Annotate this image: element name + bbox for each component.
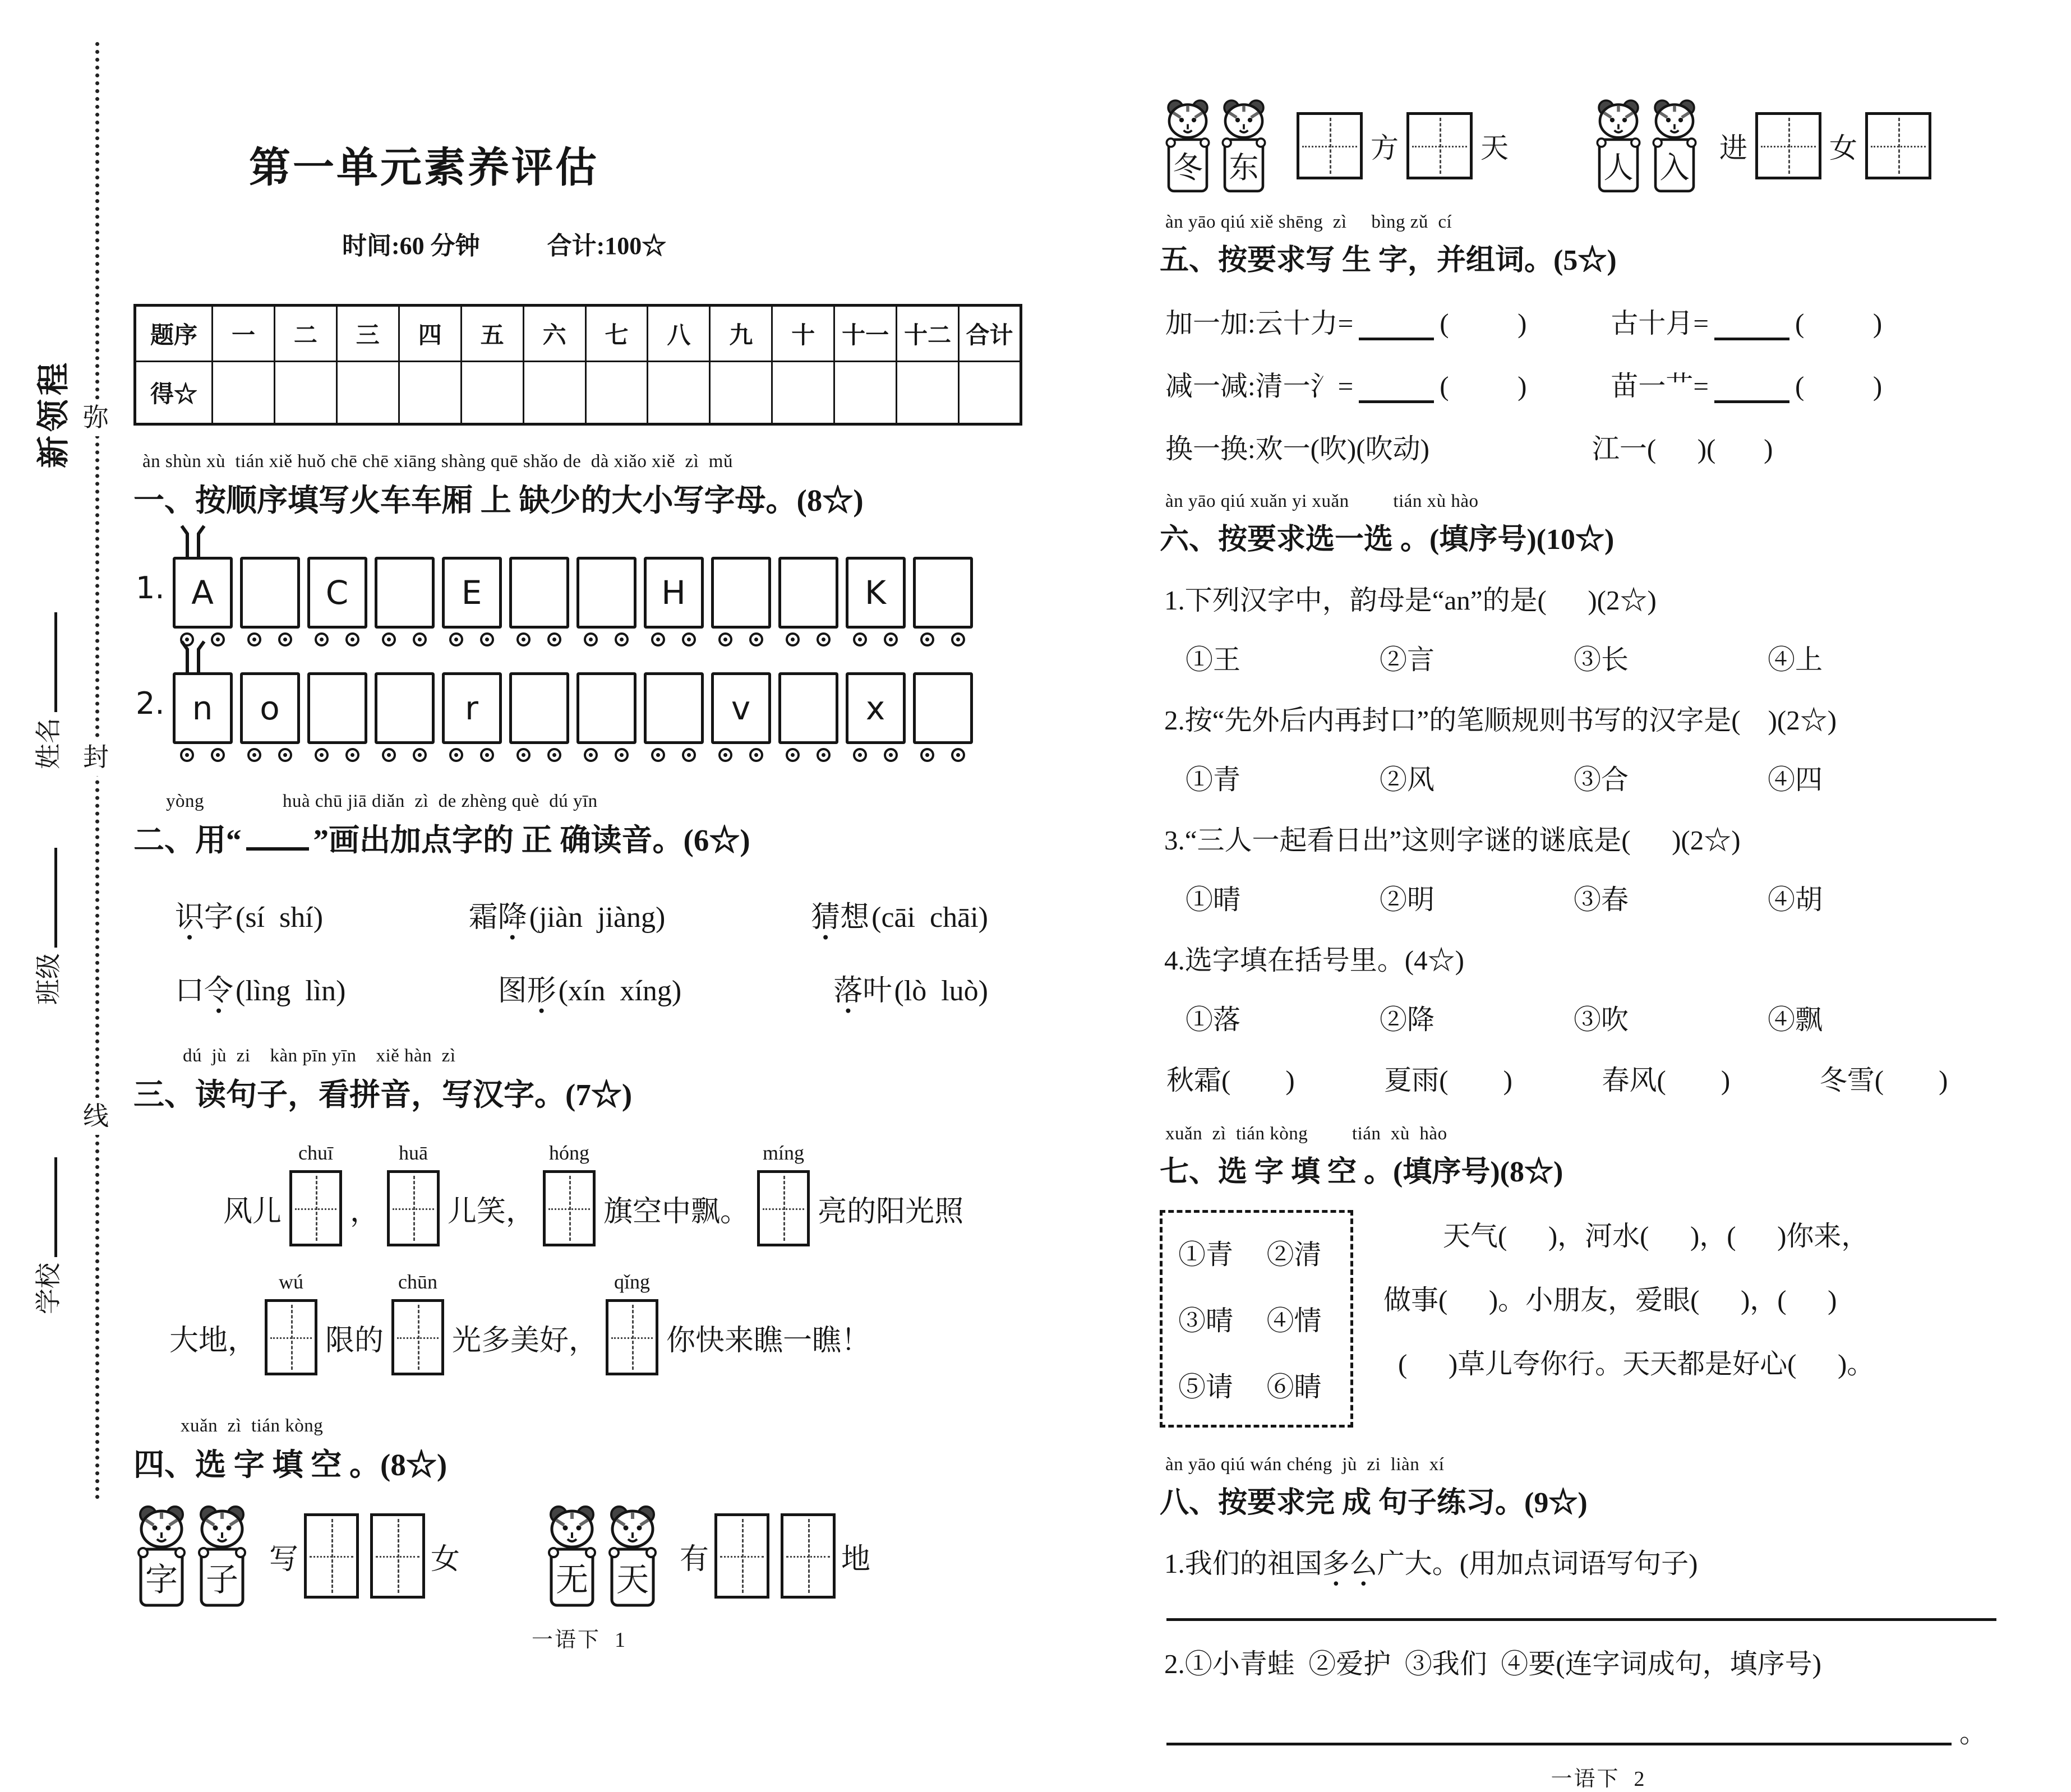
fill-text: 有 [680, 1543, 709, 1576]
pronunciation-row-2 [175, 967, 988, 1009]
option: ③合 [1574, 764, 1629, 795]
option: ①晴 [1186, 884, 1241, 915]
formula-text: 苗一艹= [1611, 371, 1709, 401]
tiger-mascot-icon [194, 1501, 250, 1611]
seal-char-mi: 弥 [77, 399, 114, 436]
pinyin-hint: huā [399, 1142, 428, 1164]
train-car [173, 672, 233, 762]
sec2-pinyin: yòng huà chū jiā diǎn zì de zhèng què dú yīn [166, 791, 598, 811]
formula-text: 古十月= [1611, 308, 1709, 339]
letter-cell [913, 672, 973, 744]
pinyin-hint: qǐng [614, 1271, 651, 1293]
score-header-row [135, 306, 1021, 362]
option: ④四 [1768, 764, 1823, 795]
score-empty-cell [710, 362, 772, 424]
score-empty-cell [399, 362, 461, 424]
train-car [576, 672, 636, 762]
sec8-pinyin: àn yāo qiú wán chéng jù zi liàn xí [1165, 1454, 1445, 1475]
page-footer: 一语下 2 [1551, 1767, 1646, 1791]
letter-train-1 [136, 557, 1025, 646]
letter-cell: H [644, 557, 704, 629]
sec4-heading: 四、选 字 填 空 。(8☆) [133, 1448, 448, 1482]
sec6-pinyin: àn yāo qiú xuǎn yi xuǎn tián xù hào [1165, 491, 1479, 511]
sec7-heading: 七、选 字 填 空 。(填序号)(8☆) [1160, 1156, 1563, 1188]
score-value-row [135, 362, 1021, 424]
score-header-cell: 四 [399, 306, 461, 362]
character-option-box [1160, 1210, 1353, 1428]
train-car [711, 557, 771, 646]
letter-cell [576, 557, 636, 629]
option: ②明 [1380, 884, 1435, 915]
word-char: 霜 [468, 902, 498, 934]
sentence-task-1 [1164, 1542, 2037, 1581]
score-header-cell: 三 [336, 306, 399, 362]
character-grid-box [289, 1170, 342, 1246]
tiger-mascot-icon [605, 1501, 661, 1611]
sentence-text: 风儿 [223, 1195, 282, 1228]
option: ③春 [1574, 884, 1629, 915]
dotted-char: 么 ● [1350, 1542, 1377, 1581]
question-1: 1.下列汉字中，韵母是“an”的是( )(2☆) [1164, 585, 1657, 616]
sec7-body [1160, 1210, 2037, 1428]
train-car [778, 557, 838, 646]
pinyin-writing-box [543, 1142, 596, 1246]
option: ②降 [1380, 1004, 1435, 1035]
word-char: 想 [840, 902, 870, 934]
dotted-char: 令 ● [204, 967, 233, 1009]
score-empty-cell [336, 362, 399, 424]
train-car [442, 557, 502, 646]
tiger-sign-char: 天 [616, 1562, 649, 1598]
page-footer: 一语下 1 [531, 1628, 627, 1652]
option: ③长 [1574, 644, 1629, 675]
sentence-text: 你快来瞧一瞧！ [666, 1324, 871, 1357]
letter-cell: C [307, 557, 367, 629]
pinyin-hint: chuī [298, 1142, 334, 1164]
answer-blank [1714, 381, 1789, 403]
pinyin-hint: chūn [398, 1271, 438, 1293]
score-empty-cell [648, 362, 710, 424]
sentence-text: 广大。(用加点词语写句子) [1377, 1548, 1698, 1579]
tiger-mascot-icon [1162, 95, 1214, 196]
fill-word: 夏雨( ) [1384, 1065, 1512, 1096]
sentence-text: ， [350, 1195, 380, 1228]
sec2-heading-pre: 二、用“ [133, 823, 242, 857]
letter-cell [576, 672, 636, 744]
reading-options: (xín xíng) [558, 975, 682, 1007]
student-name-field [35, 612, 63, 769]
tiger-mascot-icon [544, 1501, 600, 1611]
fill-word: 春风( ) [1602, 1065, 1731, 1096]
question-3: 3.“三人一起看日出”这则字谜的谜底是( )(2☆) [1164, 825, 1741, 856]
score-header-cell: 合计 [959, 306, 1021, 362]
option: ①王 [1186, 644, 1241, 675]
tiger-sign-char: 冬 [1173, 151, 1203, 184]
paren-blank: ( ) [1795, 308, 1883, 339]
pinyin-hint: hóng [549, 1142, 590, 1164]
pinyin-writing-box [265, 1271, 317, 1375]
character-grid-box [606, 1299, 658, 1375]
sec2-heading [133, 815, 1025, 860]
character-grid-box [1865, 112, 1931, 179]
tiger-mascot-icon [133, 1501, 190, 1611]
score-header-cell: 五 [461, 306, 523, 362]
dotted-char: 落 ● [833, 967, 862, 1009]
train-car [644, 557, 704, 646]
dotted-char: 形 ● [527, 967, 556, 1009]
letter-cell: x [846, 672, 906, 744]
score-header-cell: 九 [710, 306, 772, 362]
letter-cell [509, 672, 569, 744]
train-car [913, 672, 973, 762]
letter-cell [778, 557, 838, 629]
exam-total: 合计:100☆ [547, 232, 667, 260]
pinyin-writing-box [757, 1142, 810, 1246]
train-car [576, 557, 636, 646]
sec7-pinyin: xuǎn zì tián kòng tián xù hào [1165, 1124, 1447, 1144]
option: ②清 [1266, 1239, 1322, 1270]
sentence-fill-line-1 [223, 1142, 1025, 1246]
character-grid-box [304, 1513, 359, 1599]
character-grid-box [265, 1299, 317, 1375]
add-stroke-row [1165, 302, 2037, 341]
letter-cell: A [173, 557, 233, 629]
score-header-cell: 六 [523, 306, 585, 362]
score-empty-cell [274, 362, 336, 424]
tiger-sign-char: 无 [556, 1562, 589, 1598]
class-blank-line [51, 848, 57, 948]
tiger-choice-row [133, 1501, 1025, 1611]
school-label: 学校 [34, 1263, 63, 1314]
character-grid-box [1755, 112, 1821, 179]
class-label: 班级 [34, 953, 63, 1005]
train-chimney-icon [179, 525, 206, 557]
character-grid-box [714, 1513, 769, 1599]
option: ④情 [1266, 1305, 1322, 1336]
reading-options: (sí shí) [236, 902, 324, 934]
paren-blank: ( ) [1440, 371, 1527, 401]
reading-options: (jiàn jiàng) [529, 902, 666, 934]
tiger-mascot-icon [1649, 95, 1700, 196]
dotted-char: 识 ● [175, 893, 204, 935]
word-char: 叶 [862, 975, 892, 1007]
train-car [509, 672, 569, 762]
option: ④上 [1768, 644, 1823, 675]
train-car [711, 672, 771, 762]
question-4: 4.选字填在括号里。(4☆) [1164, 945, 1464, 976]
fill-text: 女 [431, 1543, 460, 1576]
answer-blank [1359, 381, 1434, 403]
train-car [173, 557, 233, 646]
option: ④胡 [1768, 884, 1823, 915]
pinyin-hint: míng [763, 1142, 805, 1164]
score-empty-cell [959, 362, 1021, 424]
school-blank-line [51, 1157, 57, 1257]
letter-cell [375, 557, 435, 629]
fill-text: 方 [1371, 132, 1399, 164]
tiger-pair [1162, 95, 1270, 196]
remove-stroke-row [1165, 364, 2037, 404]
train-car [375, 557, 435, 646]
score-header-cell: 八 [648, 306, 710, 362]
page-2 [1160, 93, 2037, 1792]
wheel-icon [211, 632, 225, 646]
question-1-options [1186, 638, 2037, 677]
score-empty-cell [834, 362, 897, 424]
fill-line: 做事( )。小朋友，爱眼( )，( ) [1383, 1285, 1837, 1315]
option: ②风 [1380, 764, 1435, 795]
formula-text: 江一( )( ) [1592, 433, 1773, 464]
sec3-heading: 三、读句子，看拼音，写汉字。(7☆) [133, 1078, 633, 1112]
train-cars [173, 557, 973, 646]
seal-char-xian: 线 [77, 1098, 114, 1135]
letter-cell: v [711, 672, 771, 744]
paren-blank: ( ) [1440, 308, 1527, 339]
sentence-task-2: 2.①小青蛙 ②爱护 ③我们 ④要(连字词成句，填序号) [1164, 1648, 1821, 1679]
tiger-choice-row [1162, 95, 2037, 196]
letter-cell [711, 557, 771, 629]
question-3-options [1186, 878, 2037, 917]
letter-cell [778, 672, 838, 744]
option: ②言 [1380, 644, 1435, 675]
sec6-heading: 六、按要求选一选 。(填序号)(10☆) [1160, 524, 1615, 556]
character-grid-box [370, 1513, 425, 1599]
sentence-text: 1.我们的祖国 [1164, 1548, 1322, 1579]
score-header-cell: 十一 [834, 306, 897, 362]
tiger-sign-char: 子 [205, 1562, 239, 1598]
page-1 [133, 128, 1025, 1653]
letter-cell: E [442, 557, 502, 629]
letter-cell [913, 557, 973, 629]
publisher-logo: 新领程 [35, 358, 72, 468]
paren-blank: ( ) [1795, 371, 1883, 401]
answer-line-wrap [1160, 1717, 2037, 1748]
letter-cell [240, 557, 300, 629]
option: ⑥睛 [1266, 1371, 1322, 1402]
pinyin-writing-box [391, 1271, 444, 1375]
dotted-char: 多 ● [1322, 1542, 1350, 1581]
score-empty-cell [897, 362, 959, 424]
formula-text: 加一加:云十力= [1165, 308, 1354, 339]
seal-char-feng: 封 [77, 739, 114, 776]
option: ⑤请 [1178, 1371, 1234, 1402]
word-item [175, 967, 345, 1009]
question-4-fill-words [1166, 1059, 2037, 1098]
answer-blank [1714, 318, 1789, 340]
character-grid-box [1297, 112, 1363, 179]
student-name-label: 姓名 [34, 718, 63, 769]
fill-text: 女 [1829, 132, 1857, 164]
sec7-fill-lines [1383, 1210, 2037, 1382]
tiger-pair [544, 1501, 661, 1611]
letter-cell: n [173, 672, 233, 744]
train-car [307, 672, 367, 762]
letter-cell: r [442, 672, 502, 744]
fill-word: 冬雪( ) [1819, 1065, 1948, 1096]
tiger-mascot-icon [1593, 95, 1644, 196]
sentence-text: 限的 [325, 1324, 384, 1357]
pronunciation-row-1 [175, 893, 988, 935]
reading-options: (lò luò) [894, 975, 988, 1007]
score-empty-cell [585, 362, 648, 424]
letter-cell [644, 672, 704, 744]
pinyin-writing-box [387, 1142, 440, 1246]
score-empty-cell [461, 362, 523, 424]
train-car [778, 672, 838, 762]
train-car [307, 557, 367, 646]
formula-text: 减一减:清一氵= [1165, 371, 1354, 401]
option: ①落 [1186, 1004, 1241, 1035]
score-header-cell: 十 [772, 306, 834, 362]
character-grid-box [387, 1170, 440, 1246]
exam-time: 时间:60 分钟 [342, 232, 480, 260]
fill-word: 秋霜( ) [1166, 1065, 1295, 1096]
tiger-sign-char: 入 [1659, 151, 1690, 184]
letter-train-2 [136, 672, 1025, 762]
train-cars [173, 672, 973, 762]
class-field [35, 848, 63, 1005]
tiger-sign-char: 东 [1229, 151, 1259, 184]
score-header-cell: 题序 [135, 306, 213, 362]
letter-cell [307, 672, 367, 744]
character-grid-box [543, 1170, 596, 1246]
train-car [644, 672, 704, 762]
letter-cell [509, 557, 569, 629]
score-header-cell: 七 [585, 306, 648, 362]
answer-line [1166, 1740, 1952, 1745]
swap-radical-row [1165, 427, 2037, 467]
sec1-heading: 一、按顺序填写火车车厢 上 缺少的大小写字母。(8☆) [133, 483, 864, 518]
sec5-heading: 五、按要求写 生 字，并组词。(5☆) [1160, 244, 1617, 276]
train-car [442, 672, 502, 762]
score-header-cell: 一 [213, 306, 275, 362]
score-label-cell: 得☆ [135, 362, 213, 424]
tiger-pair [1593, 95, 1700, 196]
underline-mark [246, 843, 309, 851]
period-mark: 。 [1959, 1717, 1987, 1748]
sec5-pinyin: àn yāo qiú xiě shēng zì bìng zǔ cí [1165, 212, 1452, 232]
train-car [846, 672, 906, 762]
fill-line: ( )草儿夸你行。天天都是好心( )。 [1398, 1348, 1875, 1379]
train-car [240, 672, 300, 762]
score-empty-cell [523, 362, 585, 424]
letter-cell [375, 672, 435, 744]
page-title: 第一单元素养评估 [249, 145, 599, 191]
sentence-fill-line-2 [169, 1271, 1025, 1375]
answer-blank [1359, 318, 1434, 340]
reading-options: (cāi chāi) [871, 902, 988, 934]
word-item [498, 967, 682, 1009]
sec8-heading: 八、按要求完 成 句子练习。(9☆) [1160, 1487, 1588, 1519]
word-char: 图 [497, 975, 527, 1007]
reading-options: (lìng lìn) [236, 975, 346, 1007]
word-char: 口 [175, 975, 205, 1007]
score-header-cell: 十二 [897, 306, 959, 362]
sentence-text: 光多美好， [452, 1324, 598, 1357]
pinyin-hint: wú [279, 1271, 304, 1293]
word-item [811, 893, 988, 935]
word-char: 字 [204, 902, 234, 934]
fill-text: 进 [1719, 132, 1747, 164]
word-item [469, 893, 666, 935]
word-item [175, 893, 323, 935]
pinyin-writing-box [606, 1271, 658, 1375]
sentence-text: 儿笑， [448, 1195, 536, 1228]
score-empty-cell [772, 362, 834, 424]
fill-text: 天 [1480, 132, 1509, 164]
option: ①青 [1186, 764, 1241, 795]
tiger-pair [133, 1501, 250, 1611]
train-car [375, 672, 435, 762]
school-field [35, 1157, 63, 1314]
sentence-text: 旗空中飘。 [603, 1195, 750, 1228]
letter-cell: o [240, 672, 300, 744]
train-chimney-icon [179, 640, 206, 673]
exam-meta [342, 225, 1025, 261]
fill-text: 地 [841, 1543, 871, 1576]
name-blank-line [51, 612, 57, 712]
formula-text: 换一换:欢一(吹)(吹动) [1165, 433, 1429, 464]
pinyin-writing-box [289, 1142, 342, 1246]
train-number: 2. [136, 686, 165, 721]
character-grid-box [781, 1513, 836, 1599]
answer-line [1166, 1616, 1996, 1621]
word-item [833, 967, 988, 1009]
fill-line: 天气( )，河水( )，( )你来， [1443, 1221, 1869, 1251]
question-2-options [1186, 758, 2037, 797]
tiger-sign-char: 字 [145, 1562, 178, 1598]
train-number: 1. [136, 570, 165, 606]
train-car [509, 557, 569, 646]
option: ③吹 [1574, 1004, 1629, 1035]
option: ①青 [1178, 1239, 1234, 1270]
question-2: 2.按“先外后内再封口”的笔顺规则书写的汉字是( )(2☆) [1164, 705, 1837, 736]
sentence-text: 大地， [169, 1324, 257, 1357]
score-empty-cell [213, 362, 275, 424]
tiger-mascot-icon [1218, 95, 1270, 196]
letter-cell: K [846, 557, 906, 629]
option: ③晴 [1178, 1305, 1234, 1336]
character-grid-box [391, 1299, 444, 1375]
character-grid-box [757, 1170, 810, 1246]
score-header-cell: 二 [274, 306, 336, 362]
train-car [846, 557, 906, 646]
character-grid-box [1406, 112, 1473, 179]
question-4-options [1186, 998, 2037, 1037]
score-table [133, 304, 1022, 426]
dotted-char: 猜 ● [811, 893, 840, 935]
tiger-sign-char: 人 [1603, 151, 1634, 184]
train-car [240, 557, 300, 646]
option: ④飘 [1768, 1004, 1823, 1035]
dotted-char: 降 ● [498, 893, 527, 935]
train-car [913, 557, 973, 646]
sec3-pinyin: dú jù zi kàn pīn yīn xiě hàn zì [183, 1046, 456, 1066]
sec2-heading-post: ”画出加点字的 正 确读音。(6☆) [313, 823, 750, 857]
sec4-pinyin: xuǎn zì tián kòng [181, 1416, 324, 1436]
sec1-pinyin: àn shùn xù tián xiě huǒ chē chē xiāng shàng quē shǎo de dà xiǎo xiě zì mǔ [142, 451, 733, 472]
fill-text: 写 [269, 1543, 299, 1576]
sentence-text: 亮的阳光照 [818, 1195, 964, 1228]
